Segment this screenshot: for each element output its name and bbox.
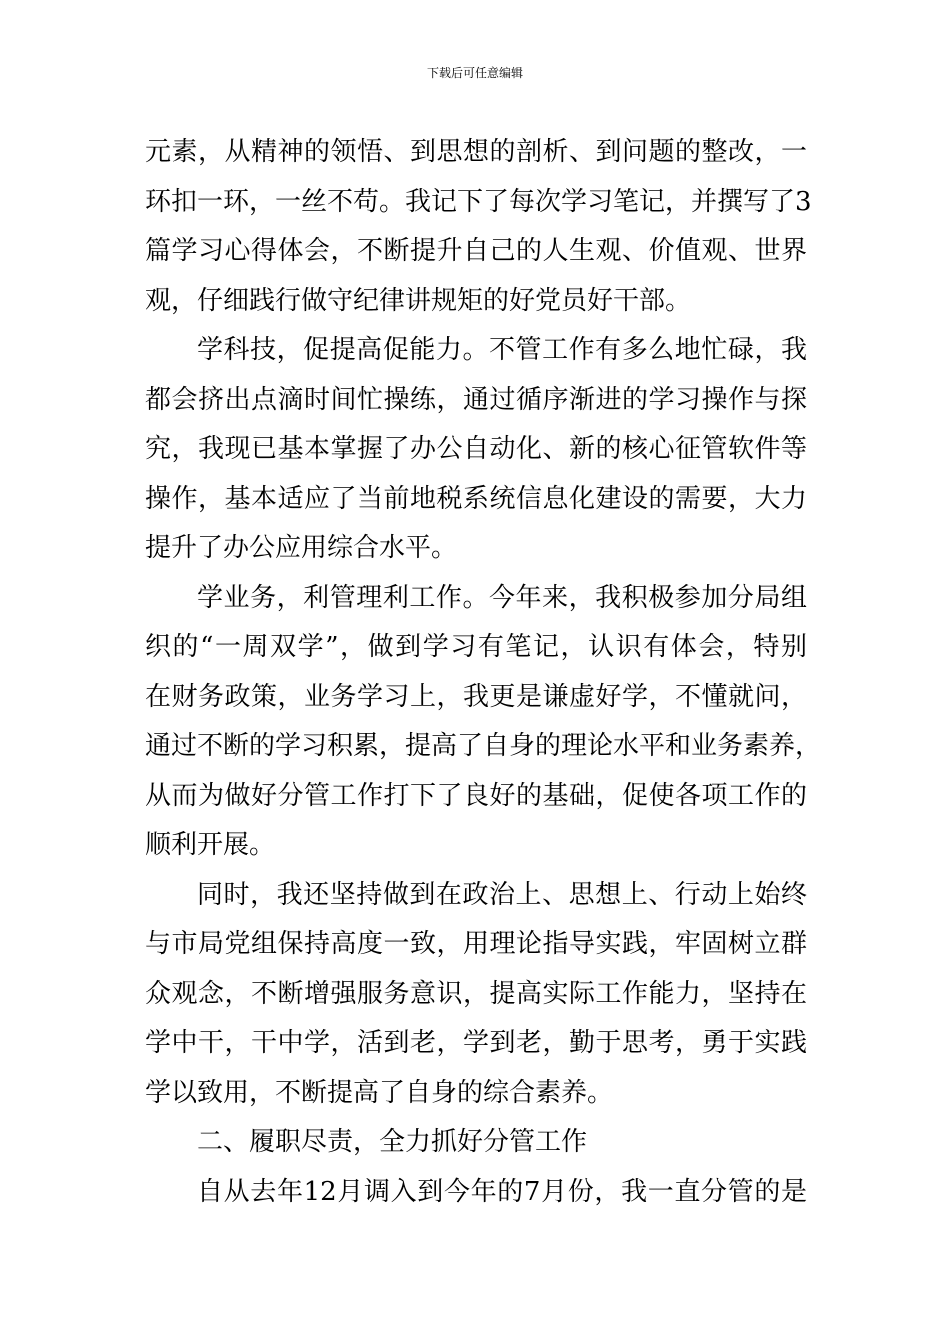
text-line: 学中干，干中学，活到老，学到老，勤于思考，勇于实践 — [145, 1028, 807, 1058]
text-line: 与市局党组保持高度一致，用理论指导实践，牢固树立群 — [145, 929, 807, 959]
text-line: 众观念，不断增强服务意识，提高实际工作能力，坚持在 — [145, 978, 807, 1009]
text-line: 篇学习心得体会，不断提升自己的人生观、价值观、世界 — [145, 236, 807, 266]
text-line: 学以致用，不断提高了自身的综合素养。 — [145, 1077, 614, 1108]
text-line: 学科技，促提高促能力。不管工作有多么地忙碌，我 — [197, 335, 807, 365]
text-line: 通过不断的学习积累，提高了自身的理论水平和业务素养， — [145, 731, 822, 761]
text-line: 元素，从精神的领悟、到思想的剖析、到问题的整改，一 — [145, 137, 807, 167]
text-line: 学业务，利管理利工作。今年来，我积极参加分局组 — [197, 582, 807, 613]
text-line: 环扣一环，一丝不苟。我记下了每次学习笔记，并撰写了3 — [145, 186, 812, 217]
text-line: 操作，基本适应了当前地税系统信息化建设的需要，大力 — [145, 483, 807, 514]
text-line: 织的“一周双学”，做到学习有笔记，认识有体会，特别 — [145, 632, 807, 662]
text-line: 自从去年12月调入到今年的7月份，我一直分管的是 — [197, 1176, 807, 1207]
text-line: 顺利开展。 — [145, 830, 276, 860]
paragraph-4 — [145, 871, 807, 1119]
text-line: 都会挤出点滴时间忙操练，通过循序渐进的学习操作与探 — [145, 384, 807, 415]
text-line: 从而为做好分管工作打下了良好的基础，促使各项工作的 — [145, 780, 807, 811]
document-body — [145, 128, 822, 1217]
text-line: 究，我现已基本掌握了办公自动化、新的核心征管软件等 — [145, 434, 807, 464]
paragraph-1 — [145, 128, 812, 326]
text-line: 同时，我还坚持做到在政治上、思想上、行动上始终 — [197, 879, 807, 910]
text-line: 在财务政策，业务学习上，我更是谦虚好学，不懂就问， — [145, 681, 807, 712]
page-header-note: 下载后可任意编辑 — [426, 66, 523, 80]
paragraph-3 — [145, 574, 822, 871]
paragraph-5 — [145, 1168, 807, 1218]
text-line: 二、履职尽责，全力抓好分管工作 — [197, 1127, 588, 1157]
section-heading — [145, 1118, 807, 1168]
text-line: 提升了办公应用综合水平。 — [145, 533, 458, 563]
text-line: 观，仔细践行做守纪律讲规矩的好党员好干部。 — [145, 285, 692, 316]
paragraph-2 — [145, 326, 807, 574]
